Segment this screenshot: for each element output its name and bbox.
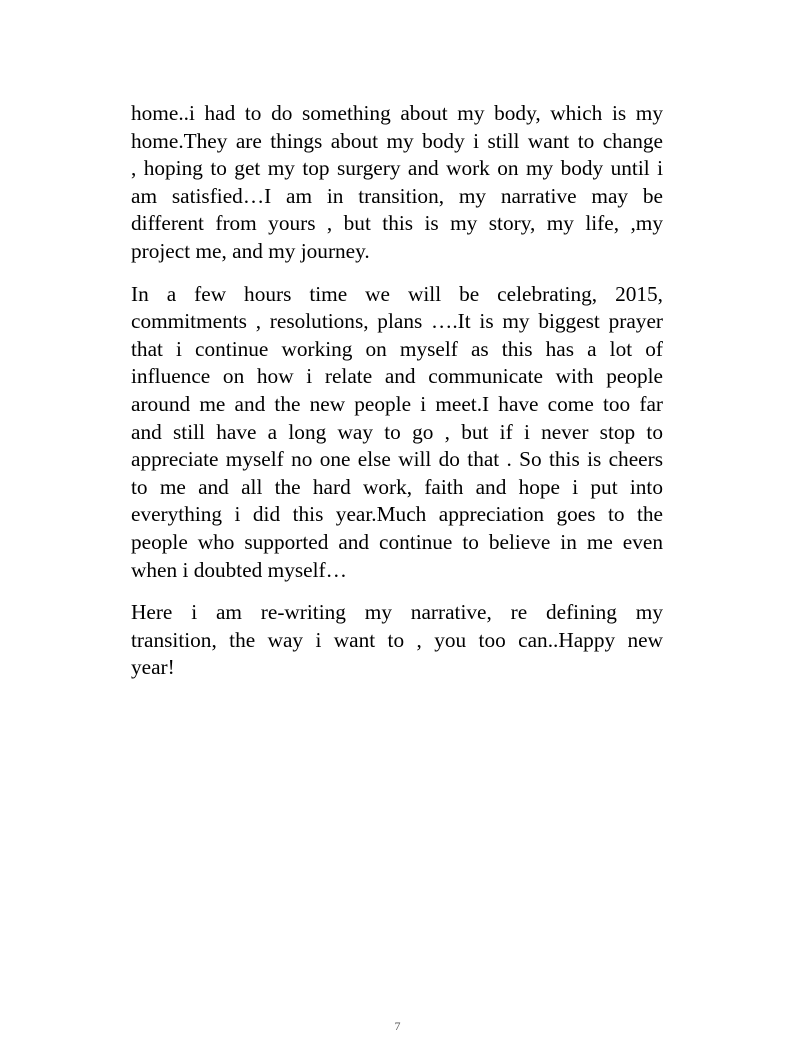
text-line: around me and the new people i meet.I have come too far — [131, 391, 663, 416]
text-line: Here i am re-writing my narrative, re defining my — [131, 600, 663, 625]
text-line: when i doubted myself… — [131, 557, 347, 582]
paragraph-1 — [131, 100, 663, 266]
text-line: transition, the way i want to , you too can..Happy new — [131, 627, 663, 652]
text-line: that i continue working on myself as this has a lot of — [131, 336, 663, 361]
text-line: appreciate myself no one else will do that . So this is cheers — [131, 447, 663, 472]
text-line: home.They are things about my body i still want to change — [131, 128, 663, 153]
paragraph-3 — [131, 599, 663, 682]
text-line: different from yours , but this is my story, my life, ,my — [131, 211, 663, 236]
text-line: am satisfied…I am in transition, my narrative may be — [131, 183, 663, 208]
paragraph-2 — [131, 281, 663, 585]
text-line: everything i did this year.Much appreciation goes to the — [131, 502, 663, 527]
page-number: 7 — [394, 1019, 401, 1033]
body-text — [131, 100, 663, 697]
text-line: to me and all the hard work, faith and hope i put into — [131, 474, 663, 499]
text-line: In a few hours time we will be celebrating, 2015, — [131, 281, 663, 306]
text-line: and still have a long way to go , but if i never stop to — [131, 419, 663, 444]
text-line: home..i had to do something about my body, which is my — [131, 101, 663, 125]
text-line: people who supported and continue to believe in me even — [131, 529, 663, 554]
text-line: year! — [131, 655, 175, 680]
text-line: , hoping to get my top surgery and work on my body until i — [131, 156, 663, 181]
text-line: commitments , resolutions, plans ….It is my biggest prayer — [131, 309, 663, 334]
text-line: project me, and my journey. — [131, 238, 370, 263]
text-line: influence on how i relate and communicate with people — [131, 364, 663, 389]
